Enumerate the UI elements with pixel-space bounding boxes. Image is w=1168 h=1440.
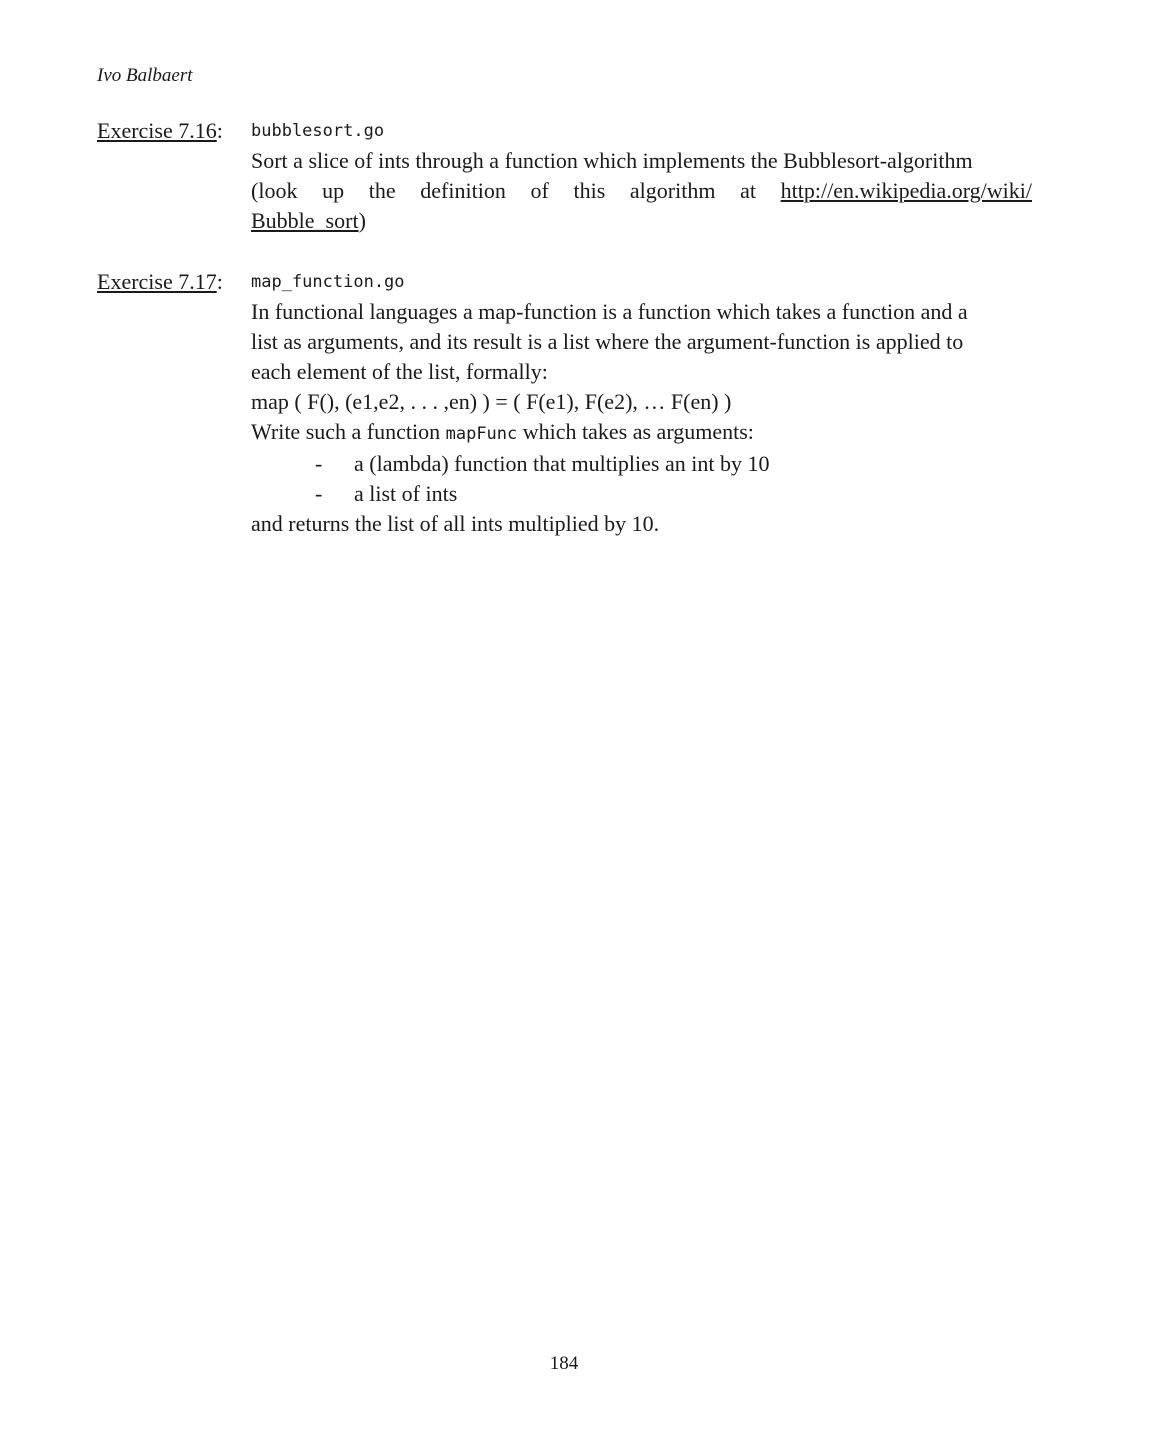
exercise-text-line: each element of the list, formally: bbox=[251, 359, 548, 384]
exercise-text-line: Sort a slice of ints through a function which implements the Bubblesort-algorithm bbox=[251, 148, 973, 173]
exercise-number: Exercise 7.16 bbox=[97, 118, 217, 143]
wikipedia-link[interactable]: http://en.wikipedia.org/wiki/ bbox=[780, 178, 1032, 203]
exercise-number: Exercise 7.17 bbox=[97, 269, 217, 294]
list-item-text: a (lambda) function that multiplies an int by 10 bbox=[354, 451, 770, 476]
list-item-text: a list of ints bbox=[354, 481, 458, 506]
exercise-text-segment: which takes as arguments: bbox=[517, 419, 754, 444]
exercise-text-segment: (look up the definition of this algorithm at bbox=[251, 178, 781, 203]
wikipedia-link-continued[interactable]: Bubble_sort bbox=[251, 208, 359, 233]
exercise-text-segment: ) bbox=[358, 208, 366, 233]
map-formula: map ( F(), (e1,e2, . . . ,en) ) = ( F(e1), F(e2), … F(en) ) bbox=[251, 389, 732, 414]
exercise-text-segment: Write such a function bbox=[251, 419, 446, 444]
exercise-text-line: list as arguments, and its result is a list where the argument-function is applied to bbox=[251, 329, 964, 354]
exercise-colon: : bbox=[216, 118, 223, 143]
exercise-filename: map_function.go bbox=[251, 272, 405, 292]
list-item bbox=[251, 449, 1032, 479]
exercise-text-line bbox=[251, 417, 1032, 449]
list-item bbox=[251, 479, 1032, 509]
bullet-dash: - bbox=[315, 481, 323, 506]
exercise-filename: bubblesort.go bbox=[251, 121, 385, 141]
running-header-author: Ivo Balbaert bbox=[97, 65, 193, 86]
exercise-colon: : bbox=[216, 269, 223, 294]
bullet-dash: - bbox=[315, 451, 323, 476]
exercise-body bbox=[251, 267, 1032, 539]
exercise-text-line bbox=[251, 206, 1032, 236]
exercise-text-line: and returns the list of all ints multiplied by 10. bbox=[251, 511, 660, 536]
exercise-label bbox=[97, 116, 223, 146]
exercise-body bbox=[251, 116, 1032, 236]
inline-code-mapfunc: mapFunc bbox=[445, 424, 518, 444]
exercise-label bbox=[97, 267, 223, 297]
exercise-text-line bbox=[251, 176, 1032, 206]
exercise-text-line: In functional languages a map-function is a function which takes a function and a bbox=[251, 299, 968, 324]
page-number: 184 bbox=[549, 1353, 579, 1374]
